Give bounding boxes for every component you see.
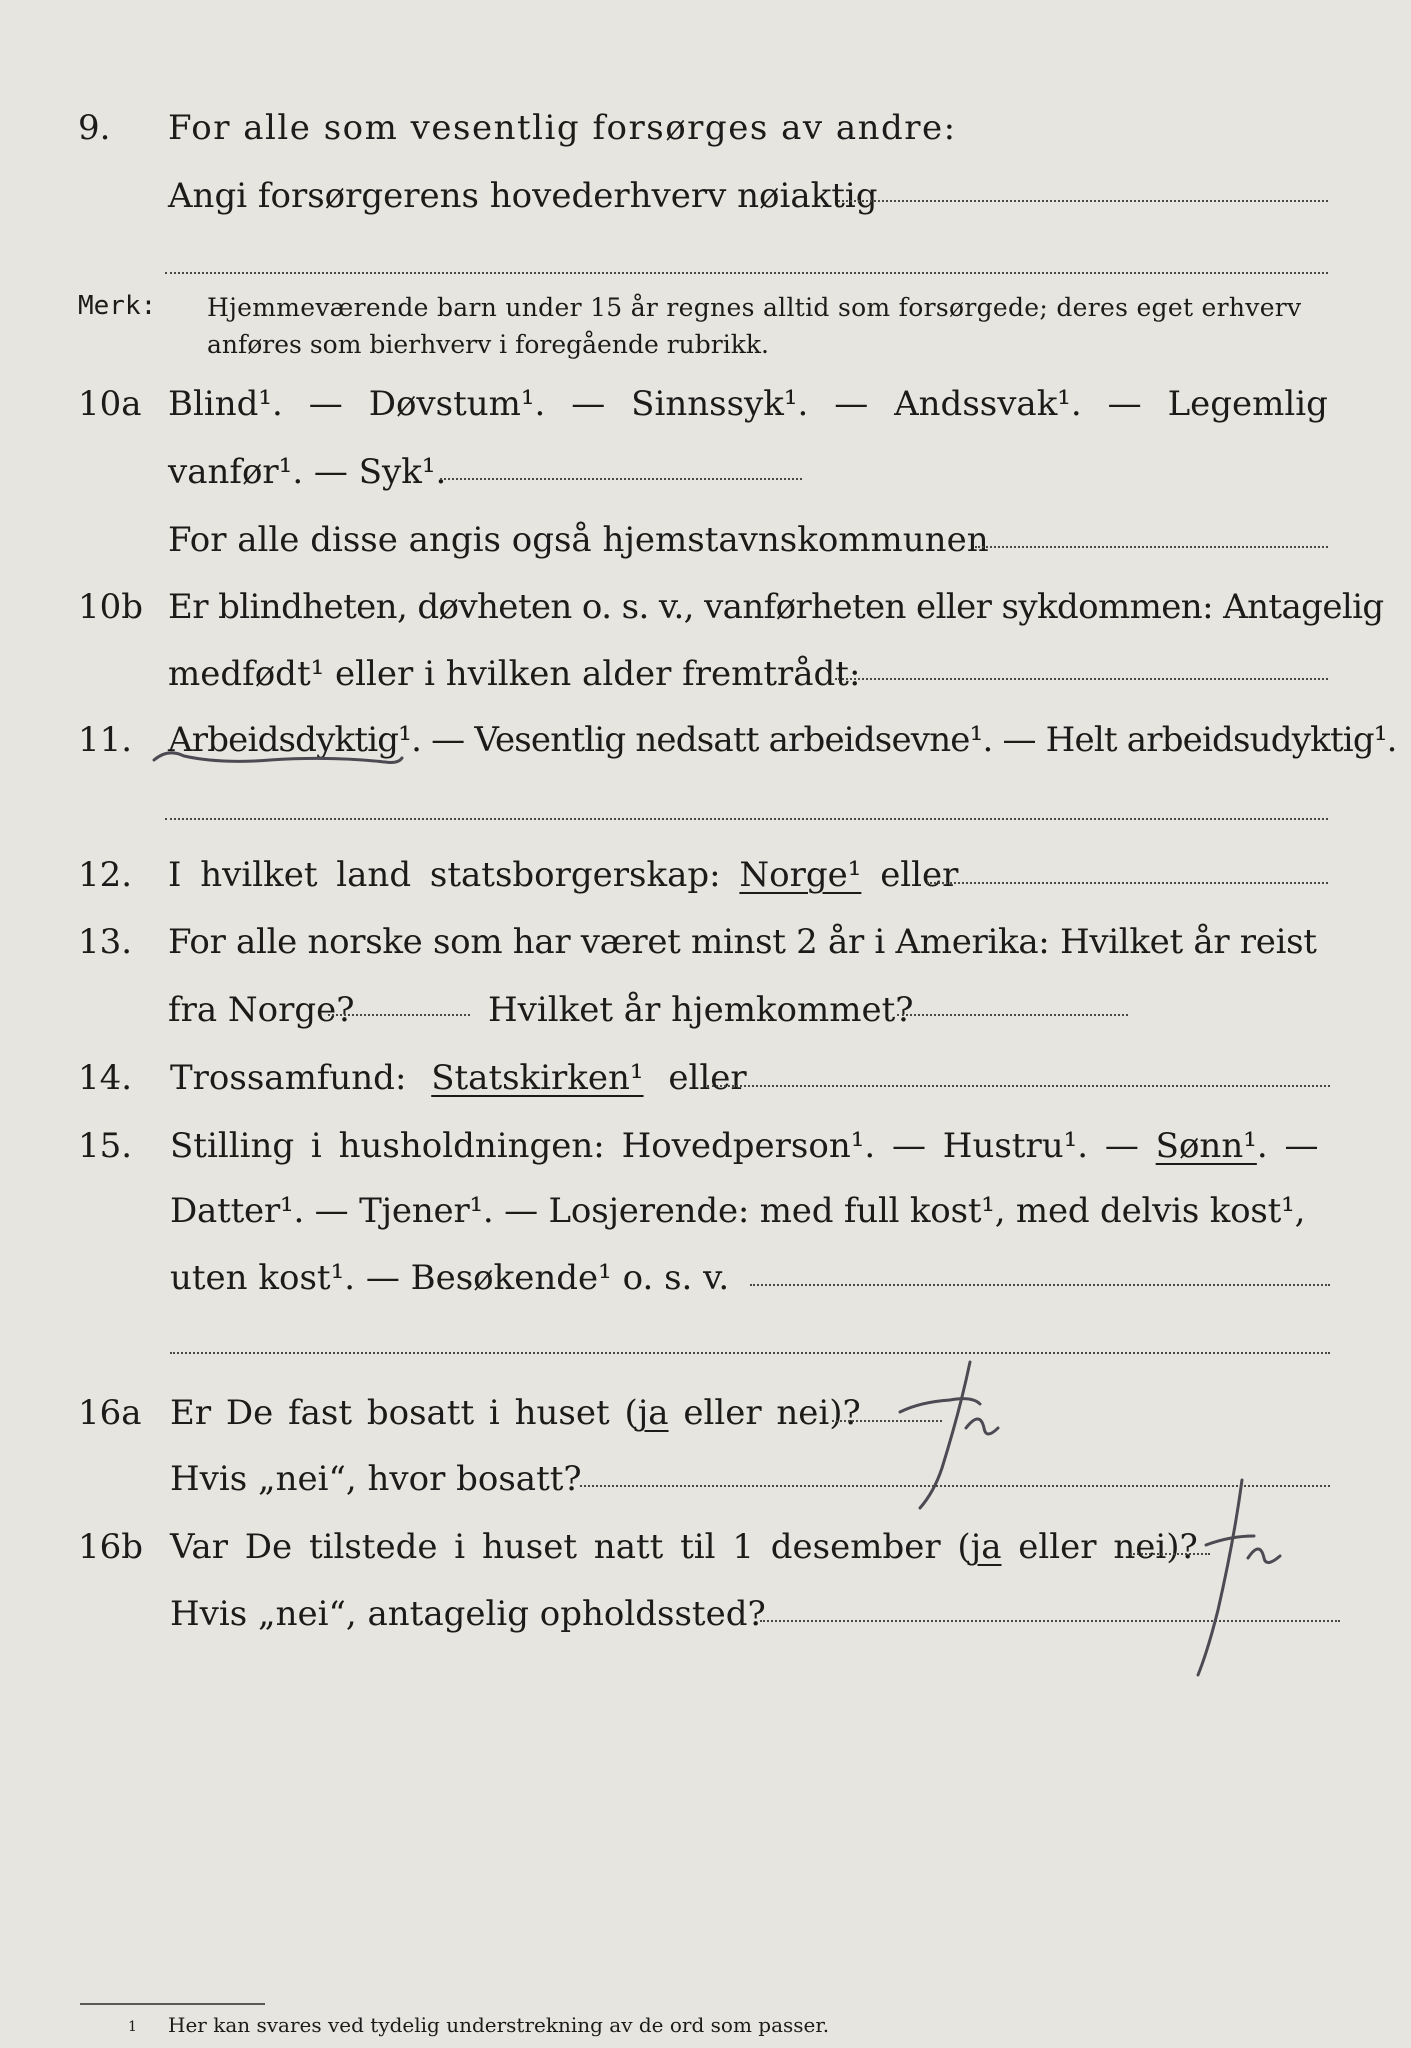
option-arbeidsdyktig-selected: Arbeidsdyktig¹. (168, 720, 422, 760)
answer-field-15a[interactable] (750, 1284, 1330, 1286)
question-10b-line1: Er blindheten, døvheten o. s. v., vanførheten eller sykdommen: Antagelig (168, 587, 1384, 627)
question-15-number: 15. (78, 1126, 133, 1166)
question-11-number: 11. (78, 720, 133, 760)
question-13-line2a: fra Norge? (168, 990, 355, 1030)
question-16a-line1a: Er De fast bosatt i huset ( (170, 1393, 638, 1433)
dash: — (571, 384, 606, 424)
option-ja-16a-selected: ja (637, 1393, 669, 1433)
answer-field-10b[interactable] (835, 678, 1328, 680)
question-9-number: 9. (78, 108, 111, 148)
question-10a-number: 10a (78, 384, 142, 424)
question-15-line2: Datter¹. — Tjener¹. — Losjerende: med full kost¹, med delvis kost¹, (170, 1191, 1306, 1231)
question-11-rest: — Vesentlig nedsatt arbeidsevne¹. — Helt arbeidsudyktig¹. (421, 720, 1397, 760)
footnote-mark: 1 (128, 2019, 137, 2035)
question-12-line1 (168, 855, 958, 895)
question-10b-line2: medfødt¹ eller i hvilken alder fremtrådt: (168, 654, 861, 694)
question-16b-line1b: eller nei)? (1001, 1527, 1198, 1567)
option-statskirken-selected: Statskirken¹ (431, 1058, 644, 1098)
question-14-line1 (170, 1058, 747, 1098)
question-16a-line2: Hvis „nei“, hvor bosatt? (170, 1459, 582, 1499)
answer-field-16b-opholdssted[interactable] (760, 1620, 1340, 1622)
question-14-lead: Trossamfund: (170, 1058, 407, 1098)
question-15-line3: uten kost¹. — Besøkende¹ o. s. v. (170, 1258, 730, 1298)
answer-field-13-hjemkommet[interactable] (897, 1014, 1128, 1016)
option-blind: Blind¹. (168, 384, 283, 424)
handwritten-ja-16a (880, 1350, 1010, 1520)
question-10a-line2: vanfør¹. — Syk¹. (168, 452, 447, 492)
option-ja-16b-selected: ja (970, 1527, 1002, 1567)
question-10a-line1 (168, 384, 1328, 424)
answer-field-10a-syk[interactable] (440, 478, 802, 480)
answer-field-11[interactable] (165, 818, 1328, 820)
footnote-rule (80, 2003, 265, 2005)
dash: — (308, 384, 343, 424)
answer-field-9b[interactable] (165, 272, 1328, 274)
answer-field-9a[interactable] (838, 200, 1328, 202)
answer-field-14[interactable] (707, 1085, 1330, 1087)
footnote-text: Her kan svares ved tydelig understrekning av de ord som passer. (168, 2013, 830, 2037)
question-16b-line1a: Var De tilstede i huset natt til 1 desember ( (170, 1527, 971, 1567)
question-16b-line1 (170, 1527, 1198, 1567)
merk-line1: Hjemmeværende barn under 15 år regnes alltid som forsørgede; deres eget erhverv (207, 293, 1302, 322)
dash: — (1107, 384, 1142, 424)
handwritten-ja-16b (1130, 1470, 1290, 1690)
merk-label: Merk: (78, 291, 157, 321)
dash: — (834, 384, 869, 424)
question-12-tail: eller (880, 855, 959, 895)
answer-field-13-reist[interactable] (328, 1014, 470, 1016)
question-16a-line1 (170, 1393, 861, 1433)
question-13-line2b: Hvilket år hjemkommet? (488, 990, 914, 1030)
question-14-number: 14. (78, 1058, 133, 1098)
underline-arbeidsdyktig-mark (150, 742, 410, 772)
question-16b-line2: Hvis „nei“, antagelig opholdssted? (170, 1594, 766, 1634)
option-norge-selected: Norge¹ (739, 855, 862, 895)
question-10a-line3: For alle disse angis også hjemstavnskommunen (168, 520, 989, 560)
option-dovstum: Døvstum¹. (368, 384, 546, 424)
question-14-tail: eller (668, 1058, 747, 1098)
question-16a-line1b: eller nei)? (668, 1393, 861, 1433)
question-13-line1: For alle norske som har været minst 2 år i Amerika: Hvilket år reist (168, 922, 1317, 962)
answer-field-12[interactable] (927, 882, 1328, 884)
question-16a-number: 16a (78, 1393, 142, 1433)
question-12-lead: I hvilket land statsborgerskap: (168, 855, 721, 895)
merk-line2: anføres som bierhverv i foregående rubrikk. (207, 330, 769, 359)
question-12-number: 12. (78, 855, 133, 895)
option-legemlig: Legemlig (1167, 384, 1328, 424)
question-9-line1: For alle som vesentlig forsørges av andre: (168, 108, 957, 148)
option-sinnssyk: Sinnssyk¹. (631, 384, 809, 424)
question-9-line2: Angi forsørgerens hovederhverv nøiaktig (168, 176, 878, 216)
question-15-line1c: . — (1256, 1126, 1319, 1166)
question-16b-number: 16b (78, 1527, 144, 1567)
question-15-line1 (170, 1126, 1330, 1166)
option-sonn-selected: Sønn¹ (1155, 1126, 1257, 1166)
answer-field-10a-hjemstavn[interactable] (975, 546, 1328, 548)
question-10b-number: 10b (78, 587, 144, 627)
option-andssvak: Andssvak¹. (894, 384, 1082, 424)
question-15-line1a: Stilling i husholdningen: Hovedperson¹. — Hustru¹. — (170, 1126, 1139, 1166)
answer-field-15b[interactable] (170, 1352, 1330, 1354)
question-13-number: 13. (78, 922, 133, 962)
